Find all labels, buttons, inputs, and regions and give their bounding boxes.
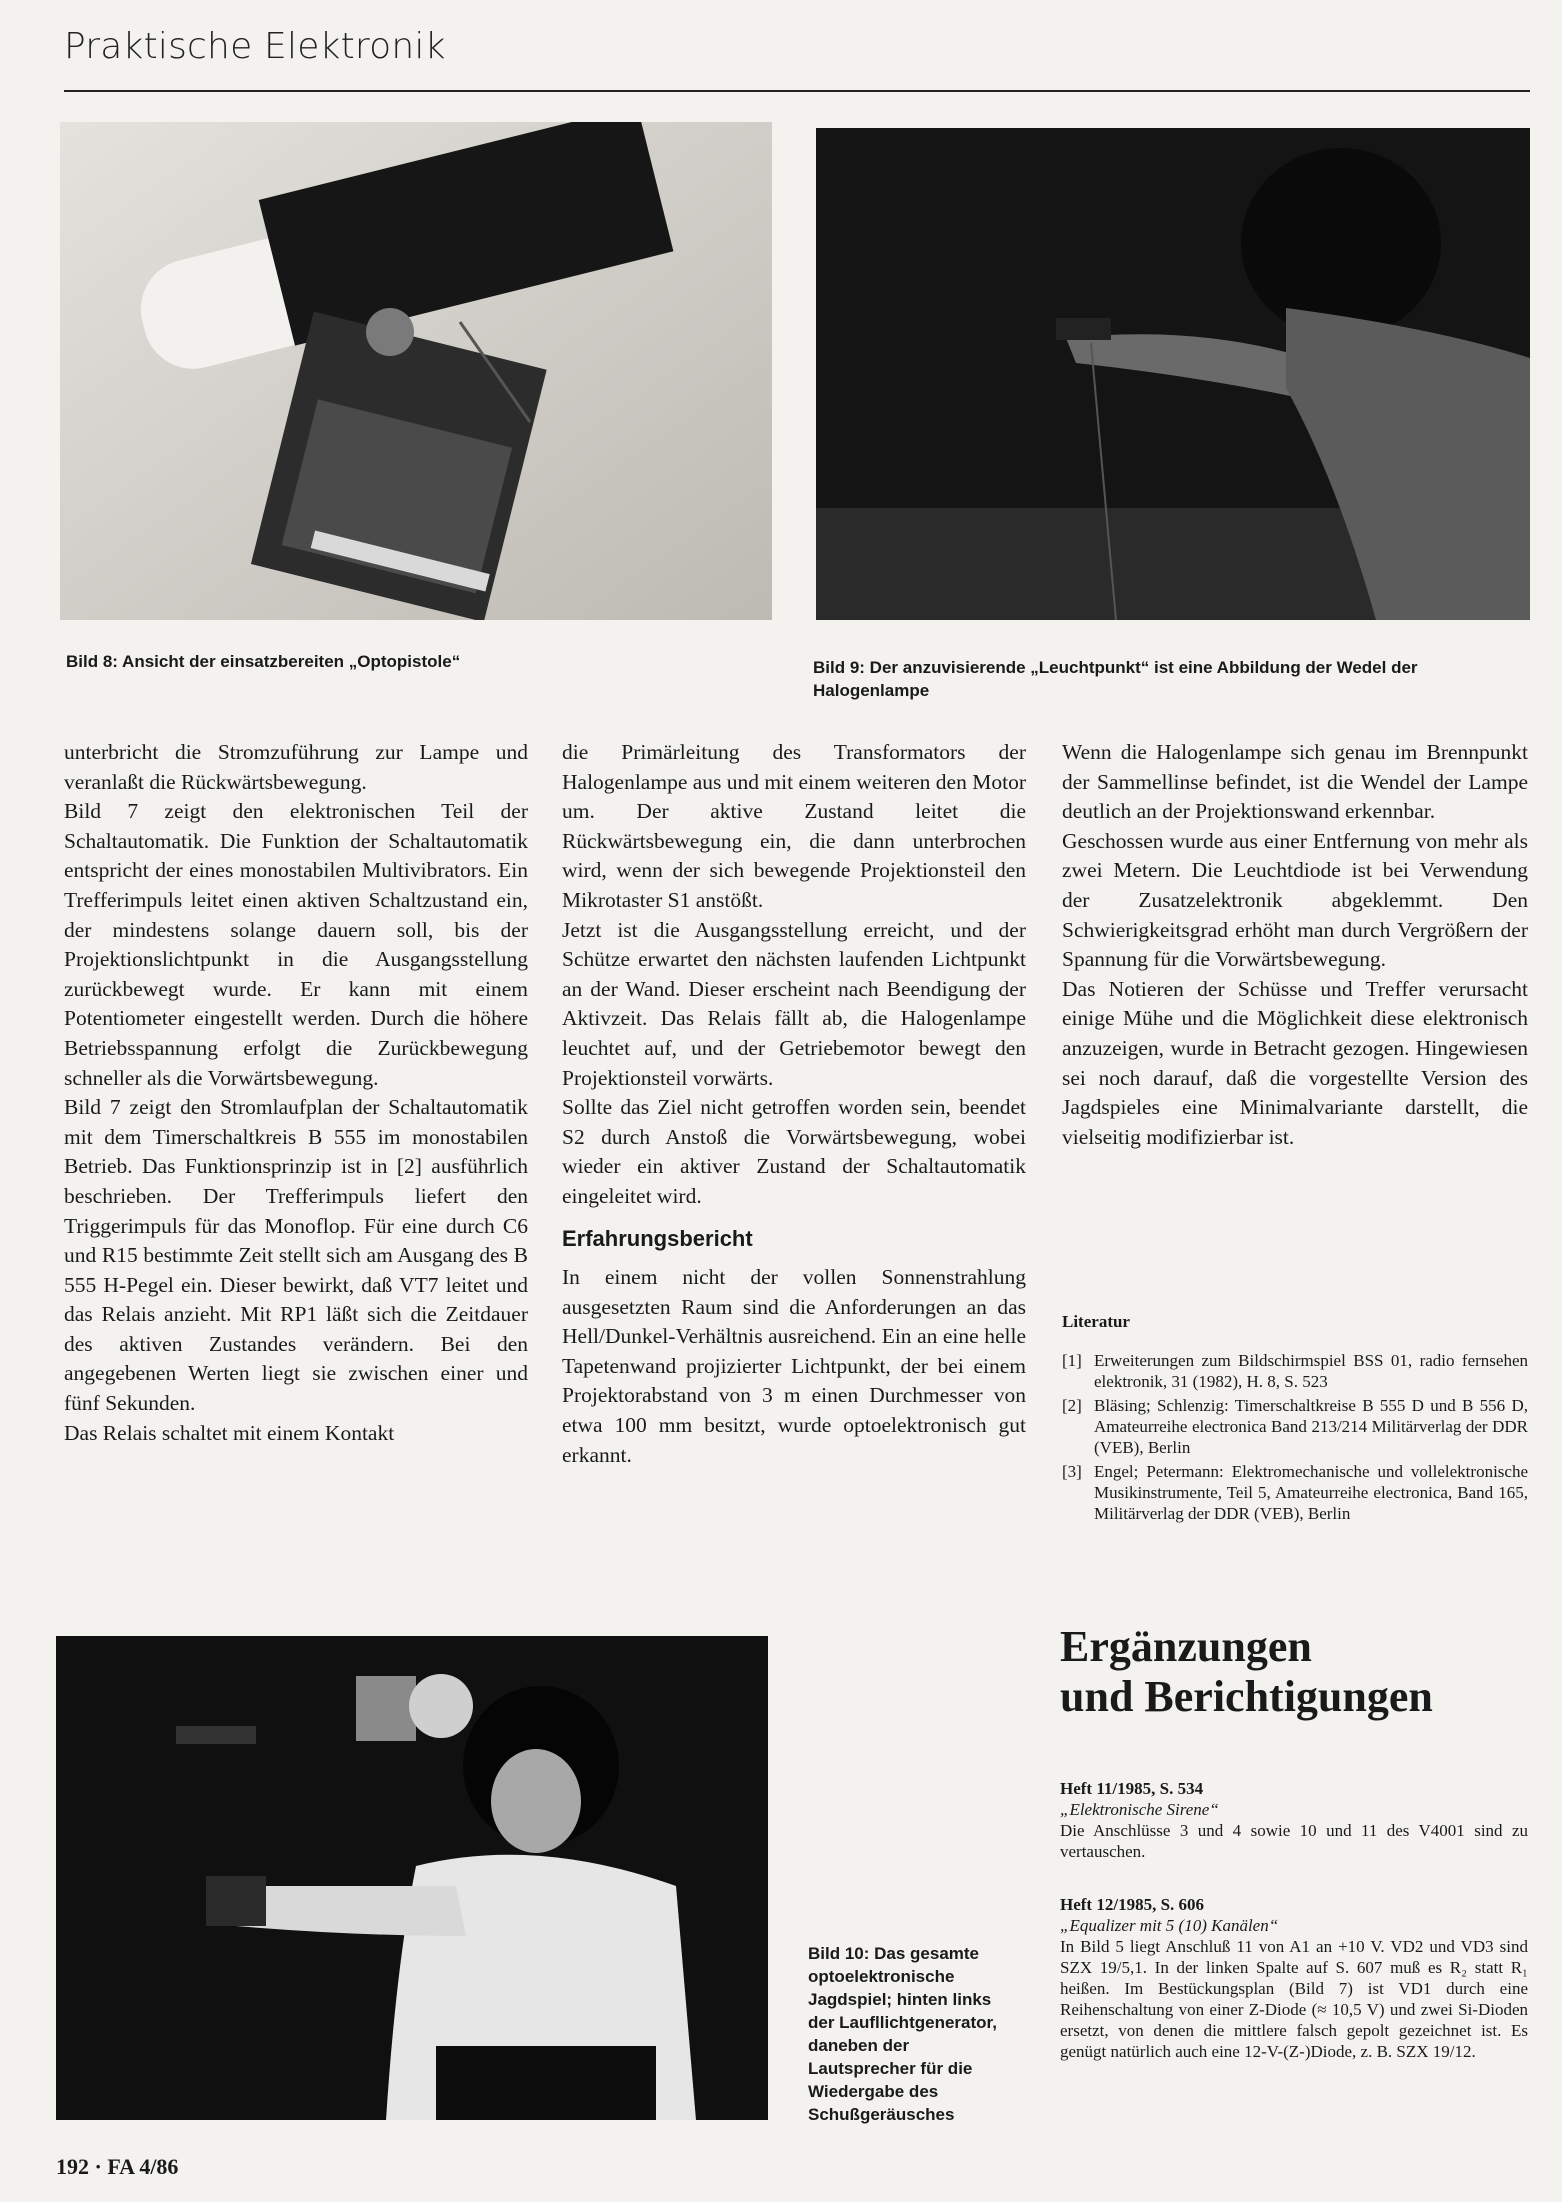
literatur-section bbox=[1062, 1312, 1528, 1527]
photo-optopistole bbox=[60, 122, 772, 620]
col1-paragraph: Das Relais schaltet mit einem Kontakt bbox=[64, 1420, 395, 1445]
caption-bild10: Bild 10: Das gesamte optoelektronische Jagdspiel; hinten links der Laufllichtgenerator, daneben der Lautsprecher für die Wiedergabe des Schußgeräusches bbox=[808, 1944, 997, 2124]
correction-heading: Heft 12/1985, S. 606 bbox=[1060, 1895, 1205, 1914]
correction-text: In Bild 5 liegt Anschluß 11 von A1 an +10 V. VD2 und VD3 sind SZX 19/5,1. In der linken Spalte auf S. 607 muß es R₂ statt R₁ heißen. Im Bestückungsplan (Bild 7) ist VD1 durch eine Reihenschaltung von einer Z-Diode (≈ 10,5 V) und zwei Si-Dioden ersetzt, von denen die mittlere falsch gepolt gezeichnet ist. Es genügt natürlich auch eine 12-V-(Z-)Diode, z. B. SZX 19/12. bbox=[1060, 1937, 1528, 2061]
leuchtpunkt-image bbox=[816, 128, 1530, 620]
col1-paragraph: Bild 7 zeigt den Stromlaufplan der Schaltautomatik mit dem Timerschaltkreis B 555 im monostabilen Betrieb. Das Funktionsprinzip ist in [2] ausführlich beschrieben. Der Trefferimpuls liefert den Triggerimpuls für das Monoflop. Für eine durch C6 und R15 bestimmte Zeit stellt sich am Ausgang des B 555 H-Pegel ein. Dieser bewirkt, daß VT7 leitet und das Relais anzieht. Mit RP1 läßt sich die Zeitdauer des aktiven Zustandes verändern. Bei den angegebenen Werten liegt sie zwischen einer und fünf Sekunden. bbox=[64, 1095, 528, 1416]
literatur-number: [1] bbox=[1062, 1351, 1082, 1370]
literatur-text: Engel; Petermann: Elektromechanische und vollelektronische Musikinstrumente, Teil 5, Amateurreihe electronica, Band 165, Militärverlag der DDR (VEB), Berlin bbox=[1094, 1462, 1528, 1523]
col2-paragraph: Sollte das Ziel nicht getroffen worden sein, beendet S2 durch Anstoß die Vorwärtsbewegung, wobei wieder ein aktiver Zustand der Schaltautomatik eingeleitet wird. bbox=[562, 1095, 1026, 1208]
page-header-title: Praktische Elektronik bbox=[64, 26, 446, 67]
column-3 bbox=[1062, 738, 1528, 1152]
col2-paragraph: In einem nicht der vollen Sonnenstrahlung ausgesetzten Raum sind die Anforderungen an das Hell/Dunkel-Verhältnis ausreichend. Ein an eine helle Tapetenwand projizierter Lichtpunkt, der bei einem Projektorabstand von 3 m einen Durchmesser von etwa 100 mm besitzt, wurde optoelektronisch gut erkannt. bbox=[562, 1265, 1026, 1467]
literatur-number: [3] bbox=[1062, 1462, 1082, 1481]
caption-bild8: Bild 8: Ansicht der einsatzbereiten „Optopistole“ bbox=[66, 652, 461, 671]
correction-heading: Heft 11/1985, S. 534 bbox=[1060, 1779, 1204, 1798]
col3-paragraph: Das Notieren der Schüsse und Treffer verursacht einige Mühe und die Möglichkeit diese elektronisch anzuzeigen, wurde in Betracht gezogen. Hingewiesen sei noch darauf, daß die vorgestellte Version des Jagdspieles eine Minimalvariante darstellt, die vielseitig modifizierbar ist. bbox=[1062, 976, 1528, 1149]
correction-item bbox=[1060, 1778, 1528, 1862]
col2-paragraph: die Primärleitung des Transformators der Halogenlampe aus und mit einem weiteren den Motor um. Der aktive Zustand leitet die Rückwärtsbewegung ein, die dann unterbrochen wird, wenn der sich bewegende Projektionsteil den Mikrotaster S1 anstößt. bbox=[562, 740, 1026, 912]
column-1 bbox=[64, 738, 528, 1448]
header-rule bbox=[64, 90, 1530, 92]
literatur-item bbox=[1062, 1461, 1528, 1524]
optopistole-image bbox=[60, 122, 772, 620]
col2-paragraph: Jetzt ist die Ausgangsstellung erreicht, und der Schütze erwartet den nächsten laufenden Lichtpunkt an der Wand. Dieser erscheint nach Beendigung der Aktivzeit. Das Relais fällt ab, die Halogenlampe leuchtet auf, und der Getriebemotor bewegt den Projektionsteil vorwärts. bbox=[562, 917, 1026, 1090]
col3-paragraph: Wenn die Halogenlampe sich genau im Brennpunkt der Sammellinse befindet, ist die Wendel der Lampe deutlich an der Projektionswand erkennbar. bbox=[1062, 740, 1528, 824]
literatur-text: Erweiterungen zum Bildschirmspiel BSS 01, radio fernsehen elektronik, 31 (1982), H. 8, S. 523 bbox=[1094, 1351, 1528, 1391]
column-2 bbox=[562, 738, 1026, 1470]
correction-subtitle: „Equalizer mit 5 (10) Kanälen“ bbox=[1060, 1916, 1279, 1935]
correction-subtitle: „Elektronische Sirene“ bbox=[1060, 1800, 1219, 1819]
jagdspiel-image bbox=[56, 1636, 768, 2120]
literatur-number: [2] bbox=[1062, 1396, 1082, 1415]
literatur-item bbox=[1062, 1350, 1528, 1392]
caption-bild9: Bild 9: Der anzuvisierende „Leuchtpunkt“ ist eine Abbildung der Wedel der Halogenlampe bbox=[813, 658, 1418, 700]
photo-leuchtpunkt bbox=[816, 128, 1530, 620]
ergaenzungen-title bbox=[1060, 1622, 1530, 1722]
literatur-heading: Literatur bbox=[1062, 1312, 1130, 1331]
col1-paragraph: Bild 7 zeigt den elektronischen Teil der Schaltautomatik. Die Funktion der Schaltautomatik entspricht der eines monostabilen Multivibrators. Ein Trefferimpuls leitet einen aktiven Schaltzustand ein, der mindestens solange dauern soll, bis der Projektionslichtpunkt in die Ausgangsstellung zurückbewegt wurde. Er kann mit einem Potentiometer eingestellt werden. Durch die höhere Betriebsspannung erfolgt die Zurückbewegung schneller als die Vorwärtsbewegung. bbox=[64, 799, 528, 1090]
photo-jagdspiel bbox=[56, 1636, 768, 2120]
literatur-item bbox=[1062, 1395, 1528, 1458]
ergaenzungen-title-line1: Ergänzungen bbox=[1060, 1622, 1312, 1671]
page-footer: 192 · FA 4/86 bbox=[56, 2154, 179, 2179]
section-heading-erfahrungsbericht: Erfahrungsbericht bbox=[562, 1225, 753, 1251]
correction-text: Die Anschlüsse 3 und 4 sowie 10 und 11 des V4001 sind zu vertauschen. bbox=[1060, 1821, 1528, 1861]
col3-paragraph: Geschossen wurde aus einer Entfernung von mehr als zwei Metern. Die Leuchtdiode ist bei Verwendung der Zusatzelektronik abgeklemmt. Den Schwierigkeitsgrad erhöht man durch Vergrößern der Spannung für die Vorwärtsbewegung. bbox=[1062, 828, 1528, 972]
col1-paragraph: unterbricht die Stromzuführung zur Lampe und veranlaßt die Rückwärtsbewegung. bbox=[64, 740, 528, 794]
ergaenzungen-title-line2: und Berichtigungen bbox=[1060, 1672, 1433, 1721]
literatur-text: Bläsing; Schlenzig: Timerschaltkreise B 555 D und B 556 D, Amateurreihe electronica Band 213/214 Militärverlag der DDR (VEB), Berlin bbox=[1094, 1396, 1528, 1457]
correction-item bbox=[1060, 1894, 1528, 2062]
